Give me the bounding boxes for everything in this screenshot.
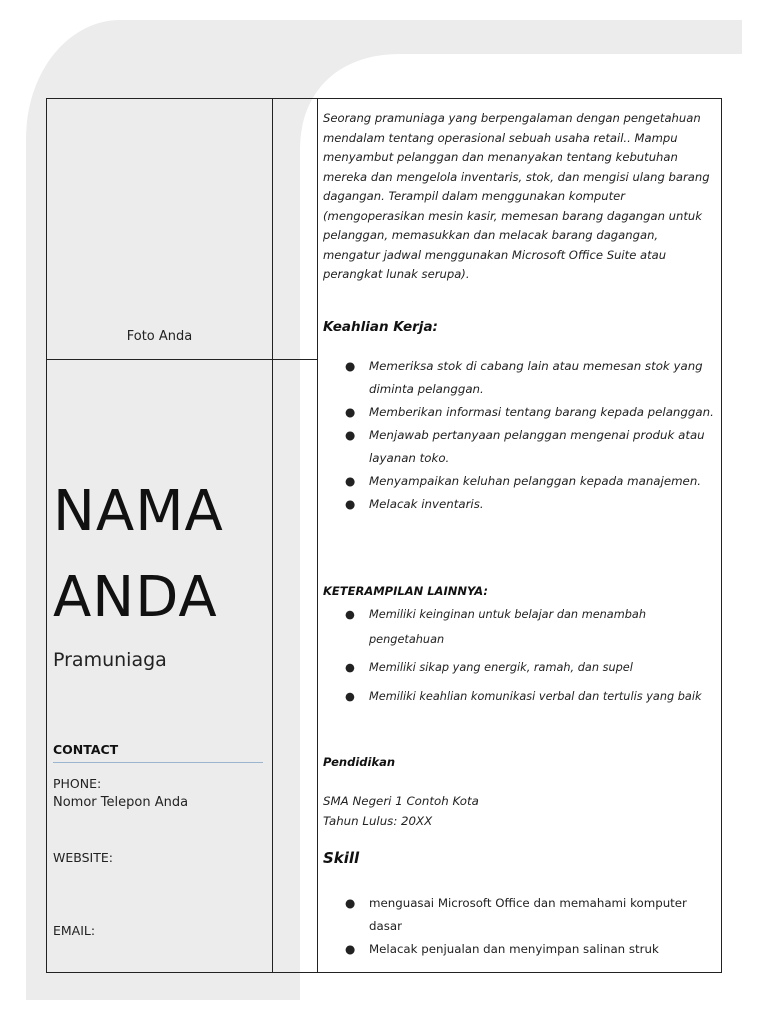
other-skills-list [323,602,715,709]
name-line-2: ANDA [53,565,218,630]
bullet-icon: ● [345,474,356,488]
photo-divider [47,359,317,360]
contact-heading: CONTACT [53,742,263,763]
list-item: ● menguasai Microsoft Office dan memahami komputer dasar [323,892,715,938]
list-item: ● Menjawab pertanyaan pelanggan mengenai produk atau layanan toko. [323,424,715,470]
bullet-icon: ● [345,896,356,910]
bullet-icon: ● [345,661,355,674]
other-skills-title: KETERAMPILAN LAINNYA: [323,584,488,598]
list-item: ● Memiliki sikap yang energik, ramah, dan supel [323,655,715,680]
phone-label: PHONE: [53,776,102,791]
photo-placeholder-label: Foto Anda [126,329,193,344]
bullet-icon: ● [345,608,355,621]
skill-title: Skill [323,849,360,867]
education-year: Tahun Lulus: 20XX [323,814,433,828]
bullet-icon: ● [345,405,356,419]
website-label: WEBSITE: [53,850,113,865]
bullet-icon: ● [345,497,356,511]
person-name [53,469,224,641]
work-skills-title: Keahlian Kerja: [323,319,438,335]
column-divider-left [272,99,273,972]
bullet-icon: ● [345,428,356,442]
phone-value: Nomor Telepon Anda [53,795,189,810]
email-label: EMAIL: [53,923,96,938]
list-item: ● Melacak penjualan dan menyimpan salinan struk [323,938,715,961]
bullet-icon: ● [345,690,355,703]
list-item: ● Memiliki keinginan untuk belajar dan menambah pengetahuan [323,602,715,652]
bullet-icon: ● [345,942,356,956]
list-item: ● Memeriksa stok di cabang lain atau memesan stok yang diminta pelanggan. [323,355,715,401]
bullet-icon: ● [345,359,356,373]
list-item: ● Memberikan informasi tentang barang kepada pelanggan. [323,401,715,424]
list-item: ● Melacak inventaris. [323,493,715,516]
work-skills-list [323,355,715,516]
skill-list [323,892,715,961]
summary-block [323,109,715,285]
education-school: SMA Negeri 1 Contoh Kota [323,794,479,808]
resume-frame [46,98,722,973]
job-title: Pramuniaga [53,649,167,671]
list-item: ● Memiliki keahlian komunikasi verbal dan tertulis yang baik [323,684,715,709]
list-item: ● Menyampaikan keluhan pelanggan kepada manajemen. [323,470,715,493]
name-line-1: NAMA [53,479,224,544]
summary-text: Seorang pramuniaga yang berpengalaman dengan pengetahuan mendalam tentang operasional sebuah usaha retail.. Mampu menyambut pelanggan dan menanyakan tentang kebutuhan mereka dan mengelola inventaris, stok, dan mengisi ulang barang dagangan. Terampil dalam menggunakan komputer (mengoperasikan mesin kasir, memesan barang dagangan untuk pelanggan, memasukkan dan melacak barang dagangan, mengatur jadwal menggunakan Microsoft Office Suite atau perangkat lunak serupa). [323,111,710,281]
education-title: Pendidikan [323,755,396,769]
column-divider-right [317,99,318,972]
